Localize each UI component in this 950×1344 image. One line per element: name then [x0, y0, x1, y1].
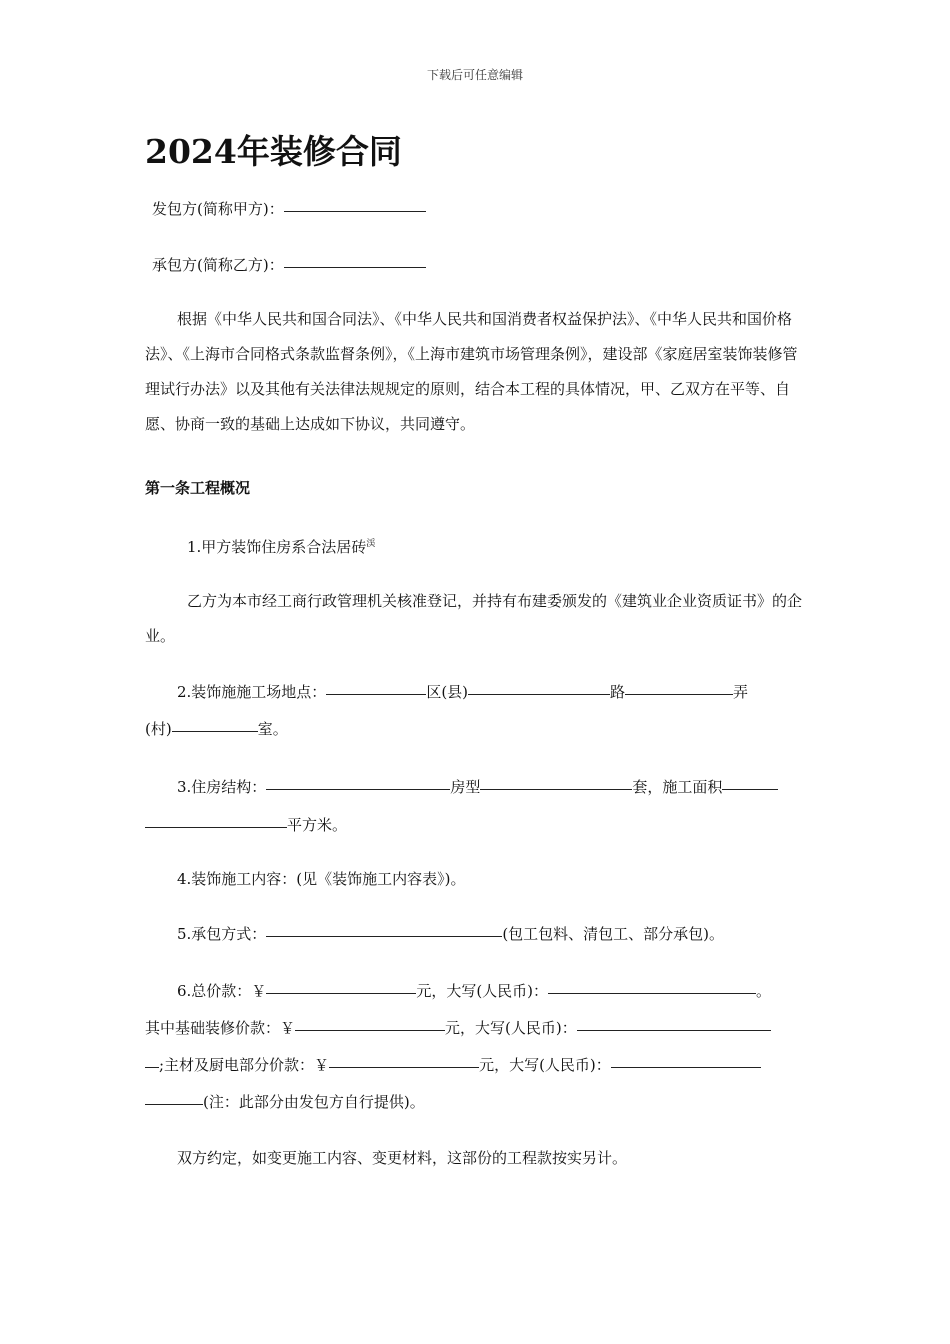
- item3-unit: 平方米。: [287, 816, 348, 834]
- item6-line4: [145, 1085, 807, 1120]
- item3-sets: 套，施工面积: [632, 778, 723, 796]
- item6-line2: [145, 1011, 807, 1046]
- item5-line: [177, 917, 839, 952]
- contractor-statement: 乙方为本市经工商行政管理机关核准登记，并持有布建委颁发的《建筑业企业资质证书》的企业。: [145, 592, 803, 645]
- page-header-note: 下载后可任意编辑: [426, 68, 523, 82]
- item1-line: [187, 527, 849, 565]
- item2-line1: [177, 675, 807, 710]
- item6-materials: ;主材及厨电部分价款：￥: [159, 1056, 330, 1074]
- item3-prefix: 3.住房结构：: [177, 778, 267, 796]
- item3-blank-2[interactable]: [480, 779, 632, 790]
- item6-basic: 其中基础装修价款：￥: [145, 1019, 296, 1037]
- item3-type: 房型: [450, 778, 481, 796]
- item4-line: 4.装饰施工内容：(见《装饰施工内容表》)。: [177, 870, 466, 888]
- item2-blank-4[interactable]: [172, 721, 258, 732]
- item1-mark: 渓: [366, 539, 376, 549]
- client-label: 发包方(简称甲方)：: [152, 200, 284, 218]
- item6-basic-words-blank[interactable]: [577, 1020, 771, 1031]
- item2-blank-2[interactable]: [468, 684, 610, 695]
- article1-heading: 第一条工程概况: [145, 479, 251, 497]
- item2-room: 室。: [257, 720, 288, 738]
- item6-line3: [145, 1048, 807, 1083]
- item6-total-amount-blank[interactable]: [266, 983, 416, 994]
- document-title: 2024年装修合同: [145, 132, 402, 171]
- item3-blank-1[interactable]: [266, 779, 450, 790]
- item3-line1: [177, 770, 807, 805]
- item1-text: 1.甲方装饰住房系合法居砖: [187, 538, 367, 556]
- item2-blank-1[interactable]: [326, 684, 426, 695]
- item6-prefix: 6.总价款：￥: [177, 982, 267, 1000]
- contractor-label: 承包方(简称乙方)：: [152, 256, 284, 274]
- item5-blank[interactable]: [266, 926, 502, 937]
- item6-line1: [177, 974, 807, 1009]
- item5-suffix: (包工包料、清包工、部分承包)。: [502, 925, 725, 943]
- contractor-line: [152, 248, 814, 283]
- item6-yuan-2: 元，大写(人民币)：: [445, 1019, 577, 1037]
- item6-basic-amount-blank[interactable]: [295, 1020, 445, 1031]
- item6-end: 。: [756, 982, 772, 1000]
- item2-line2: [145, 712, 807, 747]
- item2-village: (村): [145, 720, 172, 738]
- client-line: [152, 192, 814, 227]
- item6-note: (注：此部分由发包方自行提供)。: [203, 1093, 425, 1111]
- agreement-line: 双方约定，如变更施工内容、变更材料，这部份的工程款按实另计。: [177, 1149, 628, 1167]
- item6-materials-amount-blank[interactable]: [329, 1057, 479, 1068]
- item2-blank-3[interactable]: [625, 684, 733, 695]
- item6-materials-words-blank[interactable]: [611, 1057, 761, 1068]
- item2-lane: 弄: [733, 683, 749, 701]
- item6-basic-words-blank-cont[interactable]: [145, 1057, 159, 1068]
- item3-line2: [145, 808, 807, 843]
- item2-road: 路: [610, 683, 626, 701]
- item2-prefix: 2.装饰施施工场地点：: [177, 683, 327, 701]
- item6-yuan-3: 元，大写(人民币)：: [479, 1056, 611, 1074]
- preamble-paragraph: 根据《中华人民共和国合同法》、《中华人民共和国消费者权益保护法》、《中华人民共和国价格法》、《上海市合同格式条款监督条例》，《上海市建筑市场管理条例》，建设部《家庭居室装饰装修管理试行办法》以及其他有关法律法规规定的原则，结合本工程的具体情况，甲、乙双方在平等、自愿、协商一致的基础上达成如下协议，共同遵守。: [145, 310, 798, 433]
- item6-total-words-blank[interactable]: [548, 983, 756, 994]
- item3-blank-4[interactable]: [145, 817, 287, 828]
- contractor-name-blank[interactable]: [284, 257, 426, 268]
- item6-yuan-1: 元，大写(人民币)：: [416, 982, 549, 1000]
- item6-materials-words-blank-cont[interactable]: [145, 1094, 203, 1105]
- item5-prefix: 5.承包方式：: [177, 925, 267, 943]
- item2-district: 区(县): [426, 683, 469, 701]
- client-name-blank[interactable]: [284, 201, 426, 212]
- item3-blank-3[interactable]: [722, 779, 778, 790]
